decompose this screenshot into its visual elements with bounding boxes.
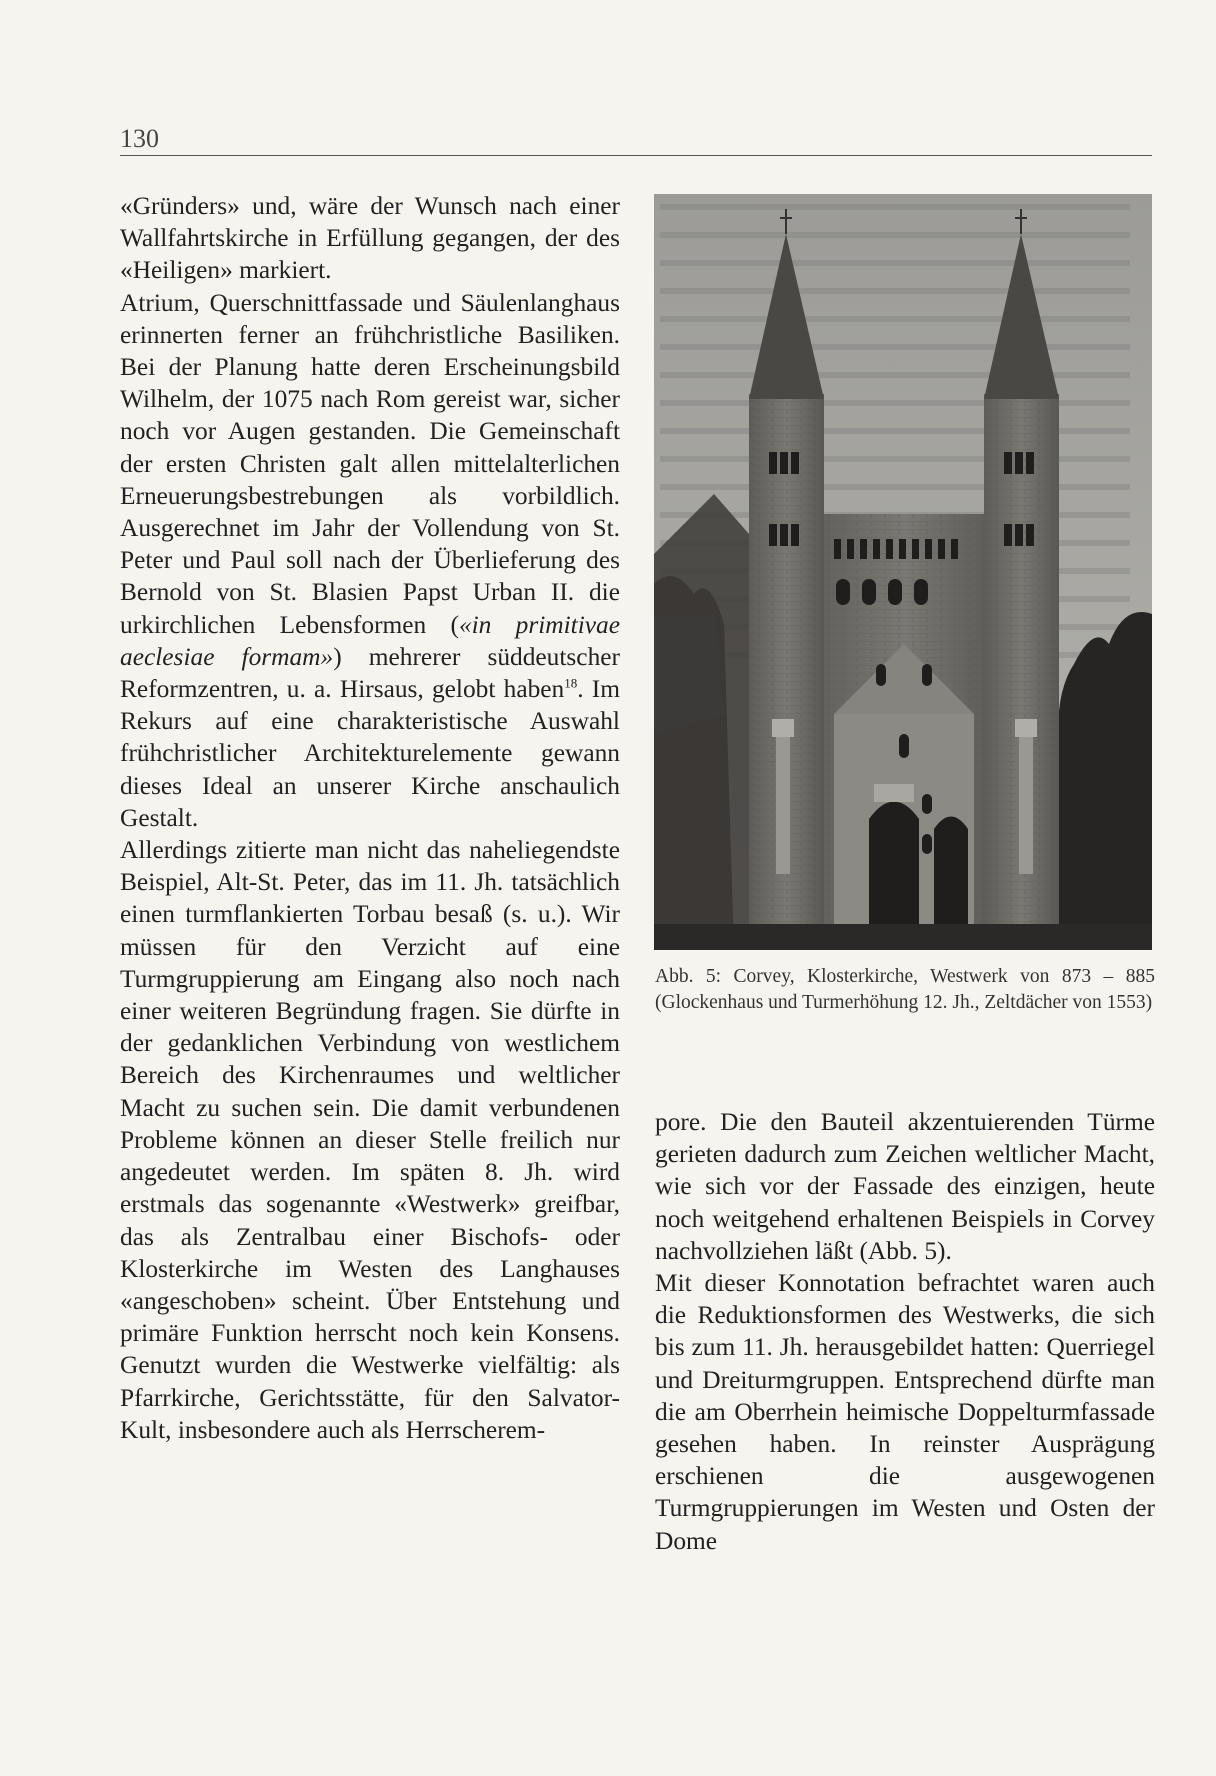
latin-quote: «in primitivae aeclesiae formam» bbox=[120, 610, 620, 671]
paragraph-1: «Gründers» und, wäre der Wunsch nach einer Wallfahrtskirche in Erfüllung gegangen, der des «Heiligen» markiert. bbox=[120, 192, 620, 285]
header-rule bbox=[120, 155, 1152, 156]
figure-caption: Abb. 5: Corvey, Klosterkirche, Westwerk von 873 – 885 (Glockenhaus und Turmerhöhung 12. Jh., Zeltdächer von 1553) bbox=[655, 966, 1155, 1013]
paragraph-2-part-a: Atrium, Querschnittfassade und Säulenlanghaus erinnerten ferner an frühchristliche Basiliken. Bei der Planung hatte deren Erscheinungsbild Wilhelm, der 1075 nach Rom gereist war, sicher noch vor Augen gestanden. Die Gemeinschaft der ersten Christen galt allen mittelalterlichen Erneuerungsbestrebungen als vorbildlich. Ausgerechnet im Jahr der Vollendung von St. Peter und Paul soll nach der Überlieferung des Bernold von St. Blasien Papst Urban II. die urkirchlichen Lebensformen ( bbox=[120, 288, 620, 639]
right-column bbox=[655, 1106, 1155, 1557]
paragraph-3: Allerdings zitierte man nicht das naheliegendste Beispiel, Alt-St. Peter, das im 11. Jh. tatsächlich einen turmflankierten Torbau besaß (s. u.). Wir müssen für den Verzicht auf eine Turmgruppierung am Eingang also noch nach einer weiteren Begründung fragen. Sie dürfte in der gedanklichen Verbindung von westlichem Bereich des Kirchenraumes und weltlicher Macht zu suchen sein. Die damit verbundenen Probleme können an dieser Stelle freilich nur angedeutet werden. Im späten 8. Jh. wird erstmals das sogenannte «Westwerk» greifbar, das als Zentralbau einer Bischofs- oder Klosterkirche im Westen des Langhauses «angeschoben» scheint. Über Entstehung und primäre Funktion herrscht noch kein Konsens. Genutzt wurden die Westwerke vielfältig: als Pfarrkirche, Gerichtsstätte, für den Salvator-Kult, insbesondere auch als Herrscherem- bbox=[120, 836, 620, 1444]
paragraph-4: pore. Die den Bauteil akzentuierenden Türme gerieten dadurch zum Zeichen weltlicher Macht, wie sich vor der Fassade des einzigen, heute noch weitgehend erhaltenen Beispiels in Corvey nachvollziehen läßt (Abb. 5). bbox=[655, 1108, 1155, 1265]
paragraph-2 bbox=[120, 287, 620, 834]
left-column bbox=[120, 190, 620, 1446]
page-number: 130 bbox=[120, 124, 159, 153]
corvey-westwork-photo bbox=[654, 194, 1152, 950]
paragraph-2-part-c: . Im Rekurs auf eine charakteristische Auswahl frühchristlicher Architekturelemente gewann dieses Ideal an unserer Kirche anschaulich Gestalt. bbox=[120, 675, 620, 832]
paragraph-2-part-b: ) mehrerer süddeutscher Reformzentren, u. a. Hirsaus, gelobt haben bbox=[120, 642, 620, 704]
footnote-marker: 18 bbox=[564, 675, 578, 691]
paragraph-5: Mit dieser Konnotation befrachtet waren auch die Reduktionsformen des Westwerks, die sich bis zum 11. Jh. herausgebildet hatten: Querriegel und Dreiturmgruppen. Entsprechend dürfte man die am Oberrhein heimische Doppelturmfassade gesehen haben. In reinster Ausprägung erschienen die ausgewogenen Turmgruppierungen im Westen und Osten der Dome bbox=[655, 1269, 1155, 1555]
photo-illustration bbox=[654, 194, 1152, 950]
